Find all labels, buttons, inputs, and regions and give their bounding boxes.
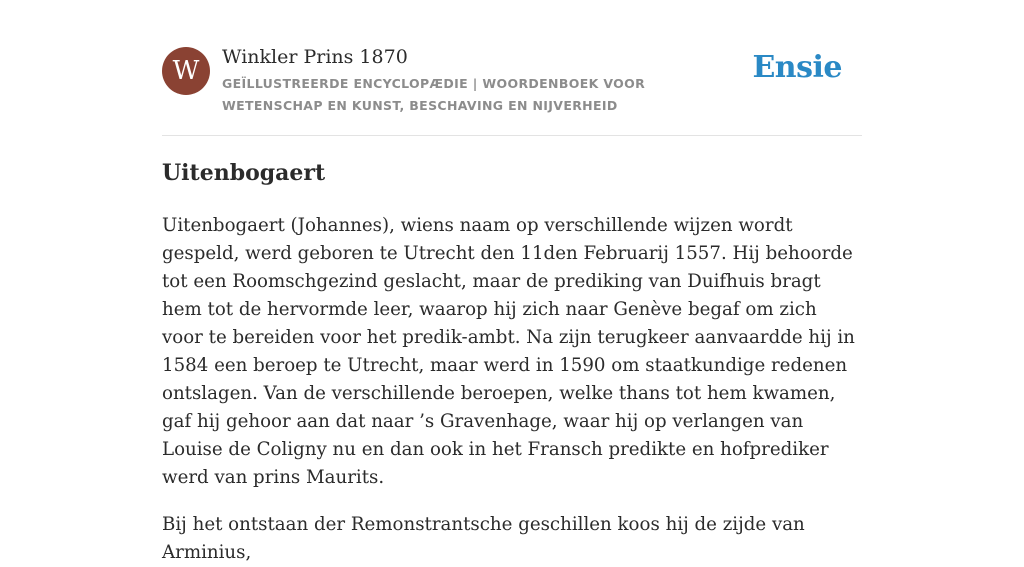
article-paragraph: Uitenbogaert (Johannes), wiens naam op verschillende wijzen wordt gespeld, werd geboren te Utrecht den 11den Februarij 1557. Hij behoorde tot een Roomschgezind geslacht, maar de prediking van Duifhuis bragt hem tot de hervormde leer, waarop hij zich naar Genève begaf om zich voor te bereiden voor het predik-ambt. Na zijn terugkeer aanvaardde hij in 1584 een beroep te Utrecht, maar werd in 1590 om staatkundige redenen ontslagen. Van de verschillende beroepen, welke thans tot hem kwamen, gaf hij gehoor aan dat naar ’s Gravenhage, waar hij op verlangen van Louise de Coligny nu en dan ook in het Fransch predikte en hofprediker werd van prins Maurits. xyxy=(162,215,855,488)
ensie-logo[interactable]: Ensie xyxy=(752,50,842,85)
source-subtitle: GEÏLLUSTREERDE ENCYCLOPÆDIE | WOORDENBOEK VOOR WETENSCHAP EN KUNST, BESCHAVING EN NIJVERHEID xyxy=(222,76,646,113)
article-paragraph: Bij het ontstaan der Remonstrantsche geschillen koos hij de zijde van Arminius, xyxy=(162,514,805,563)
article-title: Uitenbogaert xyxy=(162,160,326,186)
header-divider xyxy=(162,135,862,136)
source-avatar[interactable]: W xyxy=(162,47,210,95)
source-header xyxy=(162,44,862,136)
source-title[interactable]: Winkler Prins 1870 xyxy=(222,46,408,68)
article-body xyxy=(162,212,862,567)
